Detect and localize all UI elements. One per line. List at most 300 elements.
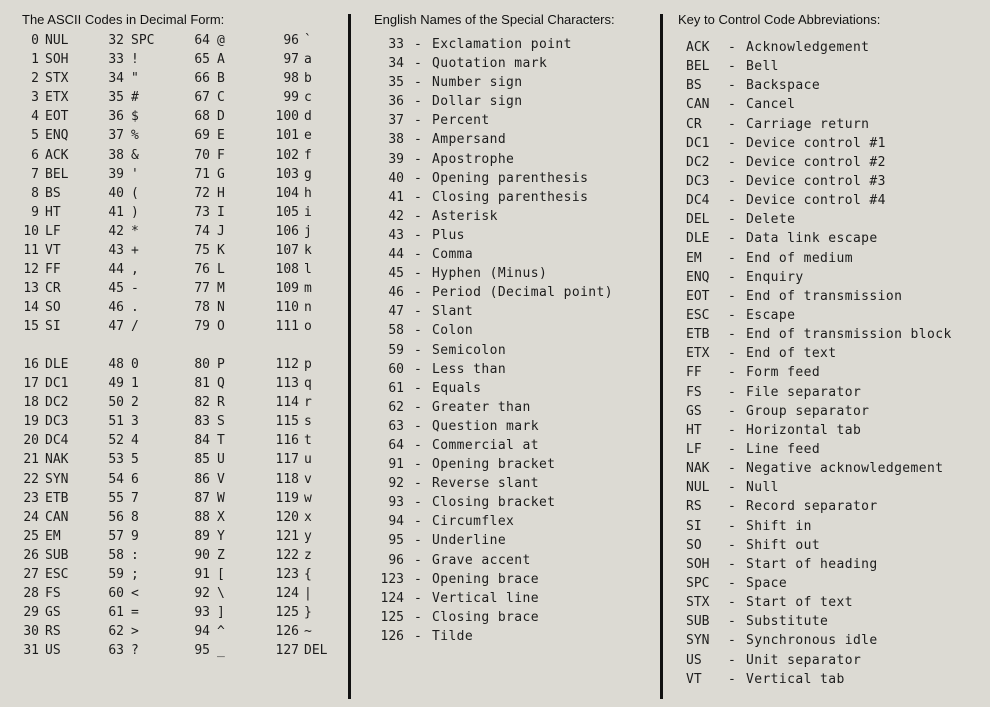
special-code: 60 xyxy=(388,361,404,377)
code-number: 38 xyxy=(108,147,124,163)
dash-separator: - xyxy=(414,247,422,263)
code-number: 67 xyxy=(194,90,210,106)
control-abbr: ETX xyxy=(686,346,710,362)
control-abbr: SYN xyxy=(686,633,710,649)
code-number: 88 xyxy=(194,509,210,525)
code-symbol: j xyxy=(304,223,312,239)
dash-separator: - xyxy=(728,461,736,477)
code-number: 71 xyxy=(194,166,210,182)
control-abbr: ESC xyxy=(686,307,710,323)
code-symbol: L xyxy=(217,262,225,278)
dash-separator: - xyxy=(414,380,422,396)
code-number: 45 xyxy=(108,281,124,297)
dash-separator: - xyxy=(414,628,422,644)
control-abbr: BEL xyxy=(686,59,710,75)
code-symbol: s xyxy=(304,414,312,430)
code-symbol: G xyxy=(217,166,225,182)
code-number: 61 xyxy=(108,605,124,621)
special-code: 59 xyxy=(388,342,404,358)
dash-separator: - xyxy=(728,116,736,132)
dash-separator: - xyxy=(728,307,736,323)
code-symbol: ? xyxy=(131,643,139,659)
code-symbol: p xyxy=(304,357,312,372)
code-number: 3 xyxy=(31,90,39,106)
control-meaning: End of medium xyxy=(746,250,853,266)
code-number: 54 xyxy=(108,471,124,487)
special-code: 34 xyxy=(388,56,404,72)
control-meaning: Start of text xyxy=(746,595,853,611)
control-abbr: DLE xyxy=(686,231,710,247)
special-code: 38 xyxy=(388,132,404,148)
code-number: 23 xyxy=(23,490,39,506)
code-symbol: Y xyxy=(217,528,225,544)
code-symbol: ETB xyxy=(45,490,69,506)
dash-separator: - xyxy=(414,476,422,492)
code-number: 115 xyxy=(275,414,299,430)
control-abbr: SO xyxy=(686,537,702,553)
special-name: Grave accent xyxy=(432,552,531,568)
control-abbr: ACK xyxy=(686,40,710,55)
code-number: 7 xyxy=(31,166,39,182)
code-symbol: V xyxy=(217,471,225,487)
code-number: 97 xyxy=(283,52,299,68)
code-number: 4 xyxy=(31,109,39,125)
dash-separator: - xyxy=(728,537,736,553)
control-abbr: GS xyxy=(686,403,702,419)
control-meaning: Escape xyxy=(746,307,796,323)
code-number: 110 xyxy=(275,300,299,316)
code-symbol: EM xyxy=(45,528,61,544)
special-name: Circumflex xyxy=(432,514,515,530)
special-code: 39 xyxy=(388,151,404,167)
special-code: 125 xyxy=(380,609,404,625)
control-meaning: Substitute xyxy=(746,614,829,630)
code-symbol: m xyxy=(304,281,312,297)
code-number: 19 xyxy=(23,414,39,430)
code-symbol: SUB xyxy=(45,547,69,563)
control-meaning: Space xyxy=(746,575,788,591)
code-symbol: & xyxy=(131,147,139,163)
code-symbol: N xyxy=(217,300,225,316)
code-number: 17 xyxy=(23,376,39,392)
decimal-codes-title: The ASCII Codes in Decimal Form: xyxy=(22,12,225,27)
code-number: 13 xyxy=(23,281,39,297)
control-abbr: DEL xyxy=(686,212,710,228)
code-symbol: = xyxy=(131,605,139,621)
code-symbol: ENQ xyxy=(45,128,69,144)
control-meaning: End of transmission block xyxy=(746,327,952,343)
code-number: 6 xyxy=(31,147,39,163)
dash-separator: - xyxy=(728,59,736,75)
dash-separator: - xyxy=(414,533,422,549)
code-number: 95 xyxy=(194,643,210,659)
special-code: 43 xyxy=(388,227,404,243)
code-number: 56 xyxy=(108,509,124,525)
code-number: 93 xyxy=(194,605,210,621)
dash-separator: - xyxy=(414,208,422,224)
code-symbol: . xyxy=(131,300,139,316)
code-number: 75 xyxy=(194,243,210,259)
code-number: 84 xyxy=(194,433,210,449)
control-meaning: End of transmission xyxy=(746,288,903,304)
code-number: 103 xyxy=(275,166,299,182)
code-symbol: g xyxy=(304,166,312,182)
code-number: 126 xyxy=(275,624,299,640)
dash-separator: - xyxy=(414,227,422,243)
code-number: 58 xyxy=(108,547,124,563)
dash-separator: - xyxy=(414,323,422,339)
control-meaning: Device control #1 xyxy=(746,135,886,151)
code-symbol: x xyxy=(304,509,312,525)
special-name: Hyphen (Minus) xyxy=(432,266,548,282)
dash-separator: - xyxy=(414,37,422,52)
code-symbol: SYN xyxy=(45,471,69,487)
dash-separator: - xyxy=(414,56,422,72)
dash-separator: - xyxy=(414,590,422,606)
code-symbol: * xyxy=(131,223,139,239)
code-number: 29 xyxy=(23,605,39,621)
code-symbol: q xyxy=(304,376,312,392)
code-number: 92 xyxy=(194,586,210,602)
code-symbol: > xyxy=(131,624,139,640)
code-number: 28 xyxy=(23,586,39,602)
control-abbr: DC2 xyxy=(686,154,710,170)
dash-separator: - xyxy=(728,556,736,572)
special-name: Reverse slant xyxy=(432,476,539,492)
code-symbol: 0 xyxy=(131,357,139,372)
code-number: 43 xyxy=(108,243,124,259)
code-symbol: i xyxy=(304,204,312,220)
code-symbol: DC2 xyxy=(45,395,69,411)
special-code: 42 xyxy=(388,208,404,224)
code-number: 62 xyxy=(108,624,124,640)
special-code: 91 xyxy=(388,457,404,473)
control-meaning: Vertical tab xyxy=(746,671,845,687)
control-meaning: Group separator xyxy=(746,403,870,419)
control-meaning: Shift out xyxy=(746,537,821,553)
code-symbol: RS xyxy=(45,624,61,640)
code-number: 34 xyxy=(108,71,124,87)
code-number: 65 xyxy=(194,52,210,68)
control-meaning: Start of heading xyxy=(746,556,878,572)
code-symbol: ~ xyxy=(304,624,312,640)
code-symbol: # xyxy=(131,90,139,106)
code-number: 0 xyxy=(31,33,39,48)
code-number: 14 xyxy=(23,300,39,316)
dash-separator: - xyxy=(414,170,422,186)
code-number: 2 xyxy=(31,71,39,87)
control-abbr: SUB xyxy=(686,614,710,630)
special-code: 47 xyxy=(388,304,404,320)
special-code: 64 xyxy=(388,437,404,453)
dash-separator: - xyxy=(728,40,736,55)
special-name: Opening parenthesis xyxy=(432,170,589,186)
code-symbol: W xyxy=(217,490,225,506)
dash-separator: - xyxy=(414,266,422,282)
control-meaning: Shift in xyxy=(746,518,812,534)
code-symbol: % xyxy=(131,128,139,144)
code-symbol: ACK xyxy=(45,147,69,163)
dash-separator: - xyxy=(728,346,736,362)
code-number: 108 xyxy=(275,262,299,278)
special-names-title: English Names of the Special Characters: xyxy=(374,12,615,27)
code-number: 73 xyxy=(194,204,210,220)
code-number: 59 xyxy=(108,567,124,583)
code-number: 10 xyxy=(23,223,39,239)
dash-separator: - xyxy=(414,514,422,530)
code-number: 22 xyxy=(23,471,39,487)
code-symbol: U xyxy=(217,452,225,468)
code-symbol: STX xyxy=(45,71,69,87)
code-symbol: { xyxy=(304,567,312,583)
control-meaning: Device control #3 xyxy=(746,173,886,189)
code-symbol: DC1 xyxy=(45,376,69,392)
code-symbol: < xyxy=(131,586,139,602)
control-abbr: ENQ xyxy=(686,269,710,285)
dash-separator: - xyxy=(728,671,736,687)
code-symbol: US xyxy=(45,643,61,659)
dash-separator: - xyxy=(728,173,736,189)
code-symbol: 1 xyxy=(131,376,139,392)
dash-separator: - xyxy=(728,250,736,266)
code-number: 77 xyxy=(194,281,210,297)
special-name: Closing bracket xyxy=(432,495,556,511)
special-name: Apostrophe xyxy=(432,151,515,167)
code-symbol: ' xyxy=(131,166,139,182)
control-meaning: Null xyxy=(746,480,779,496)
special-name: Commercial at xyxy=(432,437,539,453)
code-symbol: R xyxy=(217,395,225,411)
code-symbol: HT xyxy=(45,204,61,220)
special-code: 123 xyxy=(380,571,404,587)
control-abbr: SOH xyxy=(686,556,710,572)
special-name: Percent xyxy=(432,113,490,129)
dash-separator: - xyxy=(728,403,736,419)
dash-separator: - xyxy=(414,571,422,587)
code-symbol: C xyxy=(217,90,225,106)
control-abbr: EM xyxy=(686,250,702,266)
code-number: 31 xyxy=(23,643,39,659)
code-number: 72 xyxy=(194,185,210,201)
control-meaning: Horizontal tab xyxy=(746,422,862,438)
code-number: 44 xyxy=(108,262,124,278)
special-code: 92 xyxy=(388,476,404,492)
code-number: 11 xyxy=(23,243,39,259)
control-meaning: Cancel xyxy=(746,97,796,113)
code-number: 87 xyxy=(194,490,210,506)
special-names-panel xyxy=(352,0,660,707)
code-symbol: J xyxy=(217,223,225,239)
code-number: 123 xyxy=(275,567,299,583)
code-number: 83 xyxy=(194,414,210,430)
dash-separator: - xyxy=(414,457,422,473)
code-number: 39 xyxy=(108,166,124,182)
code-number: 98 xyxy=(283,71,299,87)
code-number: 8 xyxy=(31,185,39,201)
code-symbol: 9 xyxy=(131,528,139,544)
code-number: 96 xyxy=(283,33,299,48)
special-code: 95 xyxy=(388,533,404,549)
code-symbol: y xyxy=(304,528,312,544)
column-divider-right xyxy=(660,14,663,699)
control-abbr: HT xyxy=(686,422,702,438)
special-code: 37 xyxy=(388,113,404,129)
dash-separator: - xyxy=(728,365,736,381)
code-symbol: + xyxy=(131,243,139,259)
control-meaning: Form feed xyxy=(746,365,821,381)
code-symbol: d xyxy=(304,109,312,125)
code-number: 57 xyxy=(108,528,124,544)
code-number: 79 xyxy=(194,319,210,335)
control-meaning: Acknowledgement xyxy=(746,40,870,55)
code-number: 91 xyxy=(194,567,210,583)
dash-separator: - xyxy=(414,552,422,568)
code-number: 122 xyxy=(275,547,299,563)
code-number: 1 xyxy=(31,52,39,68)
code-symbol: r xyxy=(304,395,312,411)
code-number: 80 xyxy=(194,357,210,372)
control-abbr: ETB xyxy=(686,327,710,343)
code-symbol: ( xyxy=(131,185,139,201)
code-symbol: a xyxy=(304,52,312,68)
special-name: Asterisk xyxy=(432,208,498,224)
code-number: 76 xyxy=(194,262,210,278)
control-abbr: BS xyxy=(686,78,702,94)
control-abbr: DC3 xyxy=(686,173,710,189)
special-name: Question mark xyxy=(432,418,539,434)
code-number: 64 xyxy=(194,33,210,48)
special-name: Opening bracket xyxy=(432,457,556,473)
special-name: Slant xyxy=(432,304,474,320)
code-symbol: FF xyxy=(45,262,61,278)
dash-separator: - xyxy=(414,304,422,320)
special-name: Dollar sign xyxy=(432,94,523,110)
code-number: 121 xyxy=(275,528,299,544)
dash-separator: - xyxy=(414,495,422,511)
code-symbol: LF xyxy=(45,223,61,239)
code-symbol: T xyxy=(217,433,225,449)
code-symbol: 4 xyxy=(131,433,139,449)
code-symbol: 6 xyxy=(131,471,139,487)
dash-separator: - xyxy=(728,269,736,285)
special-code: 93 xyxy=(388,495,404,511)
code-number: 26 xyxy=(23,547,39,563)
dash-separator: - xyxy=(414,342,422,358)
code-symbol: SO xyxy=(45,300,61,316)
special-code: 40 xyxy=(388,170,404,186)
code-number: 117 xyxy=(275,452,299,468)
code-number: 30 xyxy=(23,624,39,640)
special-code: 58 xyxy=(388,323,404,339)
control-abbr: RS xyxy=(686,499,702,515)
code-symbol: _ xyxy=(217,643,225,659)
control-meaning: Device control #2 xyxy=(746,154,886,170)
code-number: 50 xyxy=(108,395,124,411)
code-number: 18 xyxy=(23,395,39,411)
control-meaning: Line feed xyxy=(746,441,821,457)
code-number: 118 xyxy=(275,471,299,487)
dash-separator: - xyxy=(728,422,736,438)
code-symbol: BEL xyxy=(45,166,69,182)
special-name: Exclamation point xyxy=(432,37,572,52)
dash-separator: - xyxy=(728,633,736,649)
column-divider-left xyxy=(348,14,351,699)
code-symbol: u xyxy=(304,452,312,468)
special-name: Comma xyxy=(432,247,474,263)
dash-separator: - xyxy=(728,97,736,113)
code-symbol: SOH xyxy=(45,52,69,68)
code-number: 94 xyxy=(194,624,210,640)
dash-separator: - xyxy=(728,595,736,611)
code-symbol: SI xyxy=(45,319,61,335)
code-number: 100 xyxy=(275,109,299,125)
dash-separator: - xyxy=(414,437,422,453)
code-symbol: h xyxy=(304,185,312,201)
code-symbol: P xyxy=(217,357,225,372)
code-number: 89 xyxy=(194,528,210,544)
code-symbol: ; xyxy=(131,567,139,583)
code-symbol: | xyxy=(304,586,312,602)
code-symbol: E xyxy=(217,128,225,144)
control-abbr: CR xyxy=(686,116,702,132)
dash-separator: - xyxy=(414,151,422,167)
dash-separator: - xyxy=(728,288,736,304)
code-symbol: NAK xyxy=(45,452,69,468)
code-symbol: BS xyxy=(45,185,61,201)
code-symbol: X xyxy=(217,509,225,525)
control-abbr: VT xyxy=(686,671,702,687)
code-number: 48 xyxy=(108,357,124,372)
code-number: 105 xyxy=(275,204,299,220)
control-meaning: Negative acknowledgement xyxy=(746,461,944,477)
special-code: 124 xyxy=(380,590,404,606)
code-symbol: D xyxy=(217,109,225,125)
special-code: 126 xyxy=(380,628,404,644)
control-key-title: Key to Control Code Abbreviations: xyxy=(678,12,881,27)
code-number: 82 xyxy=(194,395,210,411)
code-number: 53 xyxy=(108,452,124,468)
code-number: 55 xyxy=(108,490,124,506)
code-symbol: - xyxy=(131,281,139,297)
special-code: 45 xyxy=(388,266,404,282)
code-number: 41 xyxy=(108,204,124,220)
code-number: 35 xyxy=(108,90,124,106)
code-number: 85 xyxy=(194,452,210,468)
code-number: 36 xyxy=(108,109,124,125)
code-symbol: \ xyxy=(217,586,225,602)
code-number: 111 xyxy=(275,319,299,335)
code-symbol: FS xyxy=(45,586,61,602)
code-number: 107 xyxy=(275,243,299,259)
control-meaning: File separator xyxy=(746,384,862,400)
code-symbol: NUL xyxy=(45,33,69,48)
dash-separator: - xyxy=(728,327,736,343)
control-meaning: Backspace xyxy=(746,78,821,94)
code-number: 101 xyxy=(275,128,299,144)
code-symbol: o xyxy=(304,319,312,335)
special-code: 61 xyxy=(388,380,404,396)
code-number: 32 xyxy=(108,33,124,48)
control-meaning: Data link escape xyxy=(746,231,878,247)
code-symbol: ` xyxy=(304,33,312,48)
special-code: 41 xyxy=(388,189,404,205)
code-number: 119 xyxy=(275,490,299,506)
special-name: Period (Decimal point) xyxy=(432,285,613,301)
control-abbr: SPC xyxy=(686,575,710,591)
special-name: Tilde xyxy=(432,628,474,644)
code-number: 37 xyxy=(108,128,124,144)
code-number: 21 xyxy=(23,452,39,468)
